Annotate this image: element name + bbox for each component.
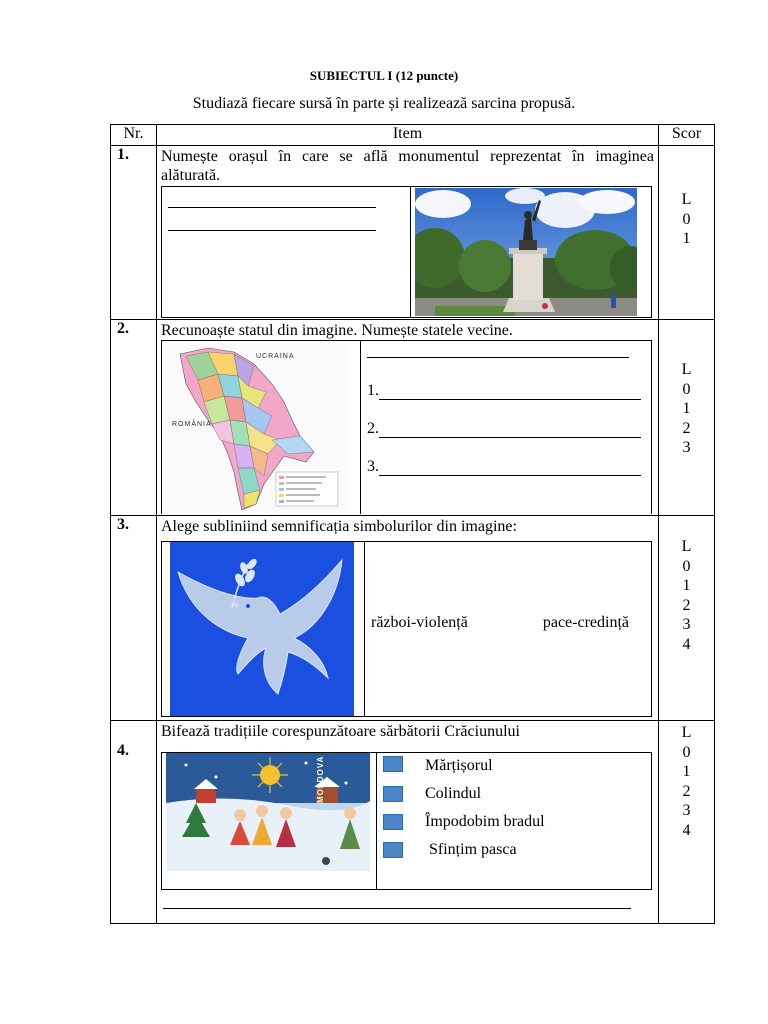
map-label-ukraine: UCRAINA [256, 353, 295, 360]
dove-icon [170, 542, 354, 716]
answer-frame [161, 186, 652, 318]
score-value[interactable]: 0 [682, 380, 691, 398]
score-value[interactable]: 0 [682, 557, 691, 575]
question-text: Recunoaște statul din imagine. Numește statele vecine. [161, 322, 513, 339]
answer-line[interactable] [379, 385, 641, 400]
answer-line[interactable] [367, 349, 629, 358]
score-cell [659, 516, 715, 721]
score-value[interactable]: 3 [682, 439, 691, 456]
table-row [111, 146, 715, 320]
score-cell [659, 721, 715, 924]
options-area [365, 530, 651, 716]
stamp-image [166, 753, 370, 871]
christmas-stamp [162, 753, 377, 889]
col-score-header: Scor [659, 125, 715, 146]
score-cell [659, 146, 715, 320]
answer-line[interactable] [168, 208, 376, 231]
checkbox[interactable] [383, 842, 403, 858]
answer-line[interactable] [168, 199, 376, 208]
question-number: 3. [111, 516, 157, 721]
question-number: 2. [111, 320, 157, 516]
checkbox[interactable] [383, 756, 403, 772]
table-row [111, 516, 715, 721]
question-text: Numește orașul în care se află monumentul reprezentat în imaginea alăturată. [161, 148, 654, 184]
answer-number: 2. [367, 420, 379, 437]
table-row [111, 721, 715, 924]
score-value[interactable]: 3 [682, 616, 691, 633]
score-value[interactable]: 1 [682, 763, 691, 780]
question-text: Bifează tradițiile corespunzătoare sărbătorii Crăciunului [161, 723, 520, 740]
question-number: 1. [111, 146, 157, 320]
score-label: L [681, 538, 692, 555]
question-cell [157, 320, 659, 516]
question-cell [157, 146, 659, 320]
score-value[interactable]: 4 [682, 821, 691, 839]
score-label: L [681, 361, 692, 378]
question-cell [157, 516, 659, 721]
table-header-row [111, 125, 715, 146]
question-cell [157, 721, 659, 924]
score-value[interactable]: 0 [682, 743, 691, 761]
stamp-text: MOLDOVA [316, 755, 325, 803]
answer-number: 3. [367, 458, 379, 475]
score-label: L [681, 191, 692, 208]
score-value[interactable]: 3 [682, 802, 691, 819]
option-martisor[interactable]: Mărțișorul [383, 753, 651, 775]
question-number: 4. [111, 721, 157, 924]
answer-number: 1. [367, 382, 379, 399]
option-peace-faith[interactable]: pace-credință [542, 614, 629, 631]
score-value[interactable]: 4 [682, 635, 691, 653]
answer-frame [161, 752, 652, 890]
option-sfintim-pasca[interactable]: Sfințim pasca [383, 841, 651, 859]
score-value[interactable]: 1 [682, 400, 691, 417]
question-text: Alege subliniind semnificația simbolurilor din imagine: [161, 518, 517, 535]
instruction: Studiază fiecare sursă în parte și realizează sarcina propusă. [192, 95, 576, 112]
map-image [168, 344, 348, 512]
moldova-map [162, 341, 361, 514]
score-value[interactable]: 0 [682, 210, 691, 228]
exam-table [110, 124, 715, 924]
score-value[interactable]: 2 [682, 596, 691, 614]
monument-image [415, 188, 637, 316]
answer-frame [161, 340, 652, 514]
answer-line[interactable] [163, 890, 631, 909]
score-value[interactable]: 1 [682, 230, 691, 247]
answer-frame [161, 541, 652, 717]
table-row [111, 320, 715, 516]
option-war-violence[interactable]: război-violență [371, 614, 468, 631]
option-colindul[interactable]: Colindul [383, 785, 651, 803]
answer-area[interactable] [162, 187, 411, 317]
col-item-header: Item [157, 125, 659, 146]
score-cell [659, 320, 715, 516]
col-nr-header: Nr. [111, 125, 157, 146]
monument-photo [411, 187, 651, 317]
page-title: SUBIECTUL I (12 puncte) [309, 68, 459, 83]
score-label: L [681, 724, 692, 741]
option-impodobim-bradul[interactable]: Împodobim bradul [383, 813, 651, 831]
answer-area[interactable] [361, 341, 651, 514]
score-value[interactable]: 1 [682, 577, 691, 594]
checkbox-list [377, 753, 651, 889]
answer-line[interactable] [379, 423, 641, 438]
answer-line[interactable] [379, 461, 641, 476]
score-value[interactable]: 2 [682, 782, 691, 800]
checkbox[interactable] [383, 814, 403, 830]
map-label-romania: ROMÂNIA [172, 421, 212, 428]
score-value[interactable]: 2 [682, 419, 691, 437]
dove-symbol [162, 542, 365, 716]
checkbox[interactable] [383, 786, 403, 802]
